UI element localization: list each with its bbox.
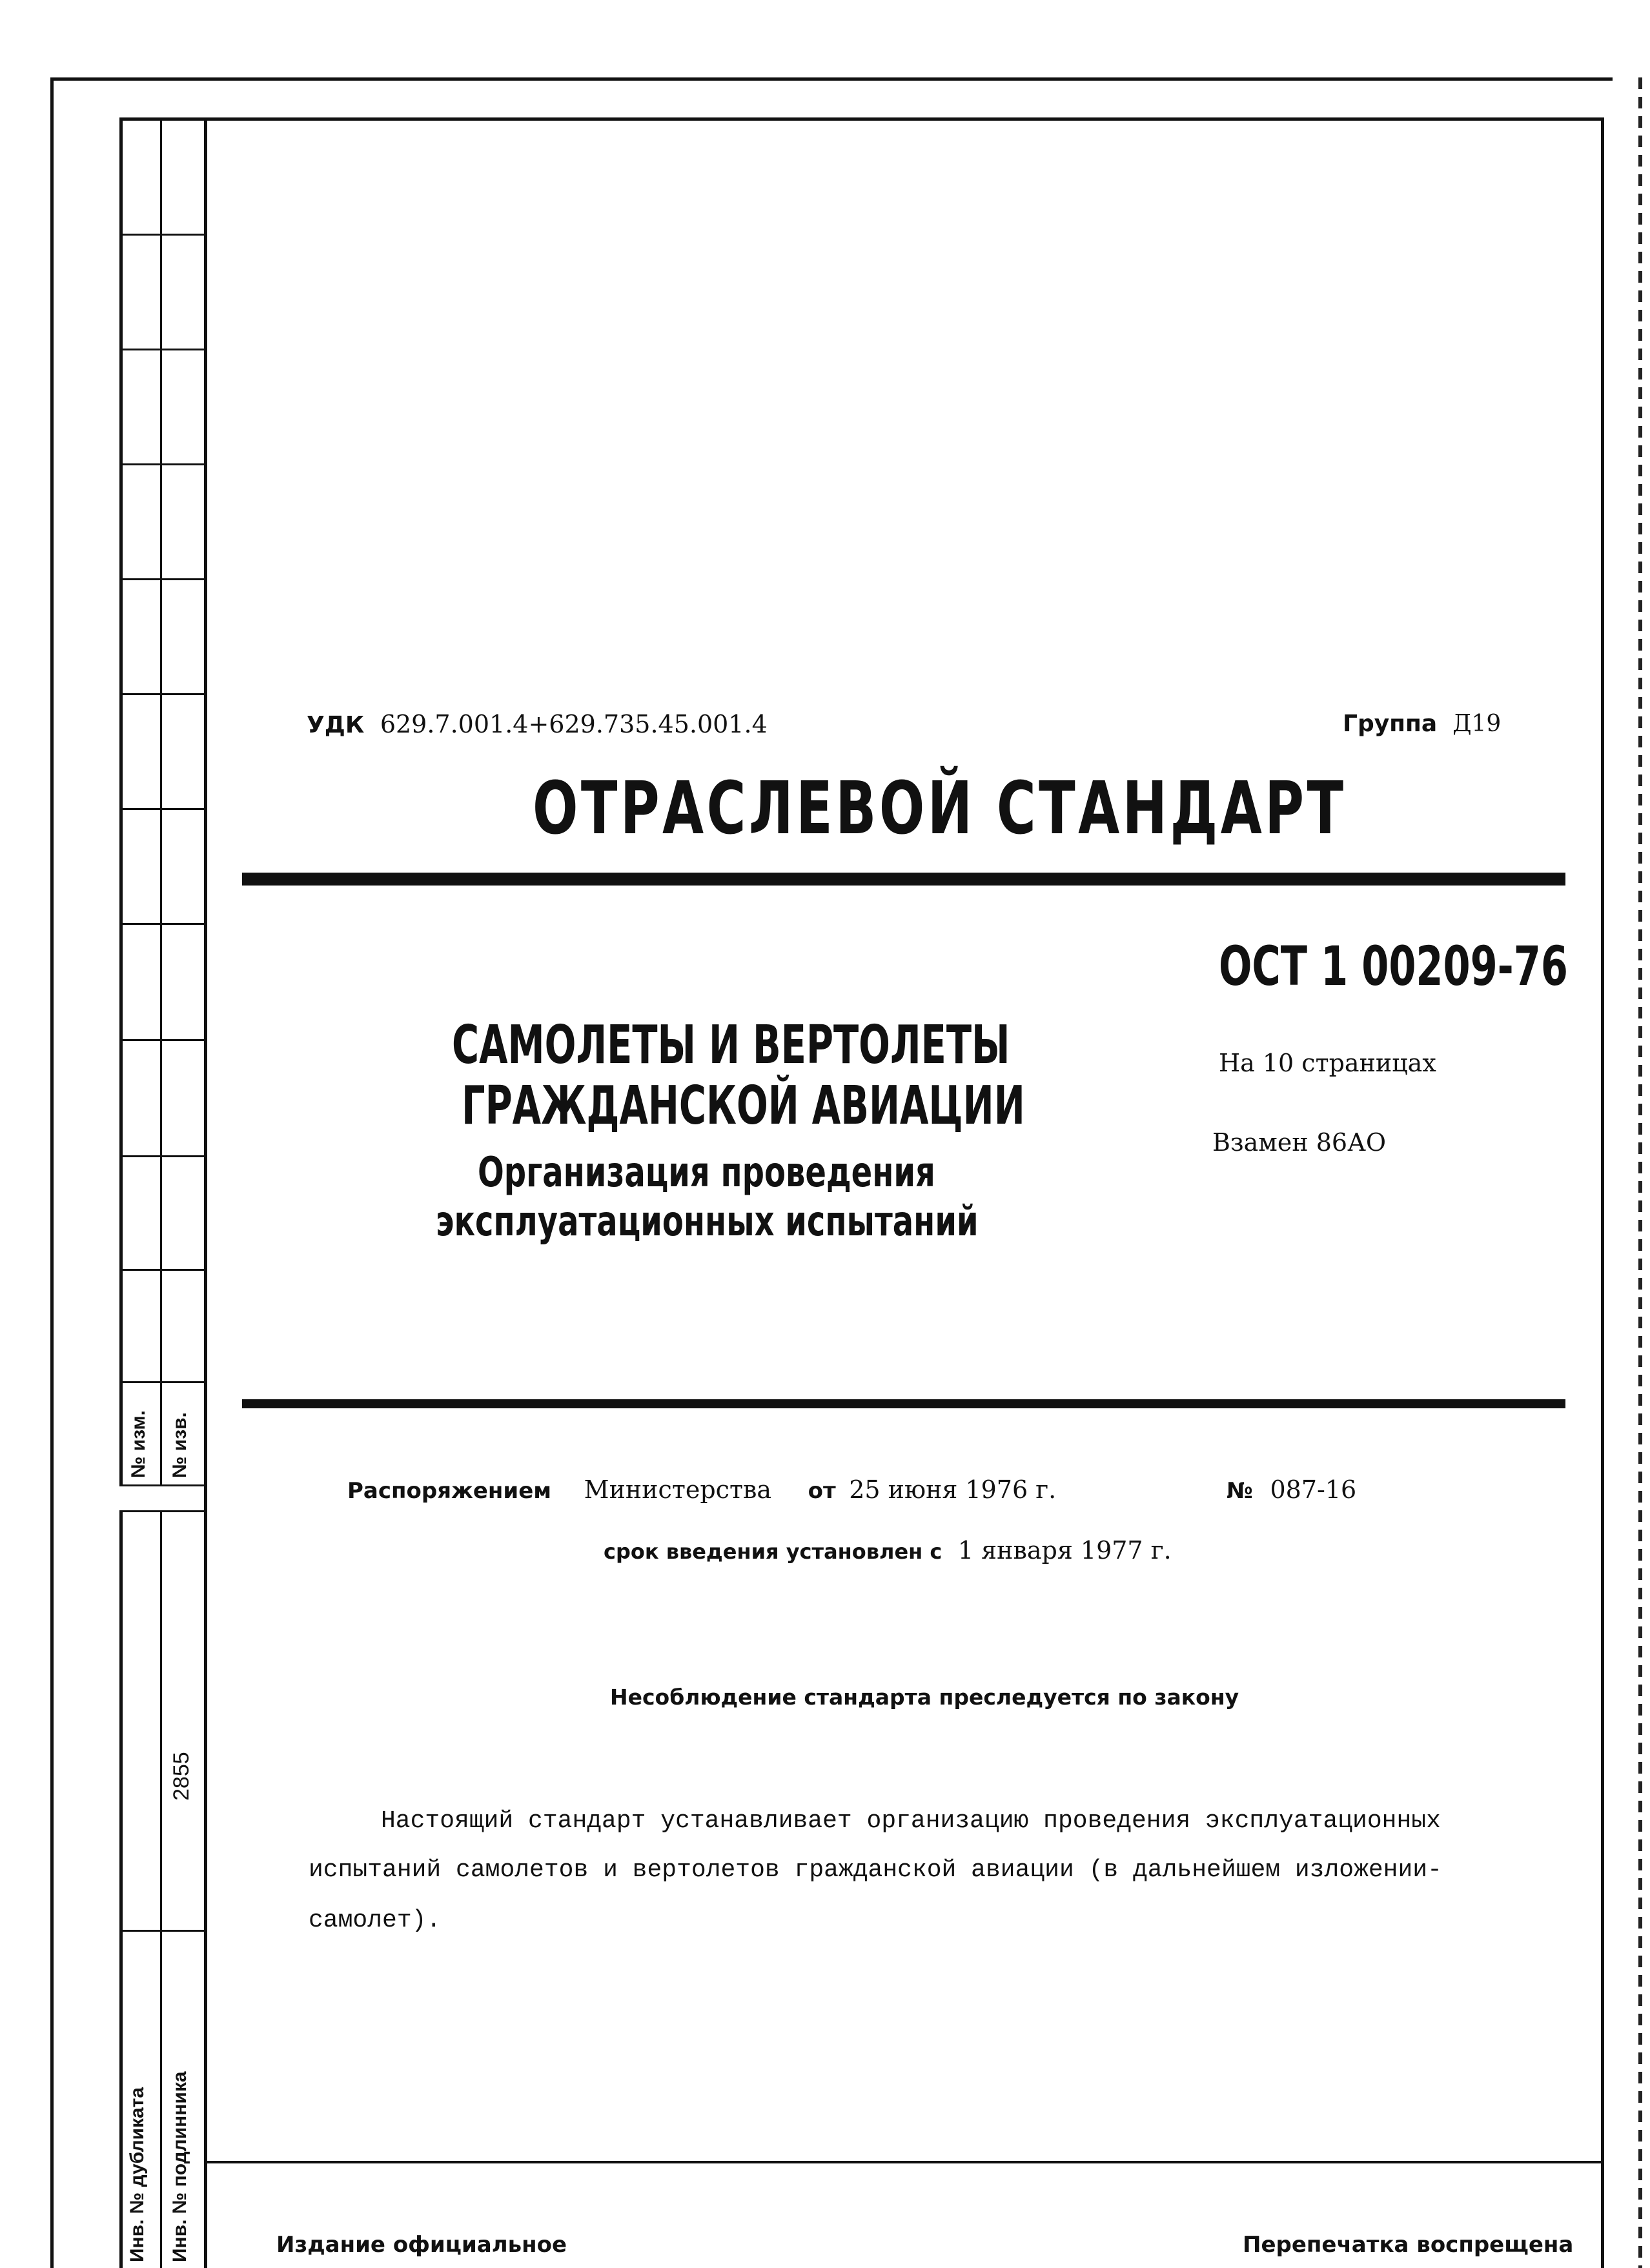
decree-number-label: № <box>1227 1478 1253 1504</box>
decree-by-label: Распоряжением <box>347 1478 552 1504</box>
inner-left-border <box>204 117 207 2268</box>
duplicate-inventory-label: Инв. № дубликата <box>127 2087 148 2262</box>
footer-rule <box>204 2161 1604 2163</box>
effective-date: 1 января 1977 г. <box>957 1536 1172 1564</box>
page-count: На 10 страницах <box>1219 1049 1436 1077</box>
document-title: ОТРАСЛЕВОЙ СТАНДАРТ <box>533 767 1347 851</box>
frame-top-border <box>50 77 1613 81</box>
inventory-number: 2855 <box>169 1752 194 1801</box>
subject-line-2: ГРАЖДАНСКОЙ АВИАЦИИ <box>462 1075 1025 1137</box>
strip-gridline <box>119 463 207 465</box>
notice-number-label: № изв. <box>169 1412 190 1478</box>
group-label: Группа <box>1343 711 1438 737</box>
title-rule <box>242 873 1565 886</box>
decree-date: 25 июня 1976 г. <box>849 1475 1057 1504</box>
strip-gridline <box>119 234 207 236</box>
standard-digit: 1 <box>1321 935 1349 998</box>
footer-reprint-prohibited: Перепечатка воспрещена <box>1243 2232 1574 2258</box>
subtitle-line-2: эксплуатационных испытаний <box>436 1198 979 1246</box>
subject-line-1: САМОЛЕТЫ И ВЕРТОЛЕТЫ <box>452 1015 1010 1076</box>
margin-strip-outer-lower <box>119 1510 123 2268</box>
decree-line <box>347 1475 1056 1504</box>
udk-code: 629.7.001.4+629.735.45.001.4 <box>380 710 768 738</box>
standard-number <box>1219 935 1568 998</box>
section-rule <box>242 1399 1565 1408</box>
strip-gridline <box>119 1039 207 1041</box>
udk-line <box>307 710 768 739</box>
strip-gridline <box>119 349 207 350</box>
decree-number: 087-16 <box>1270 1475 1357 1504</box>
strip-gridline <box>119 693 207 695</box>
legal-warning: Несоблюдение стандарта преследуется по закону <box>610 1685 1239 1710</box>
strip-gridline <box>119 1381 207 1383</box>
body-line-2: испытаний самолетов и вертолетов гражданской авиации (в дальнейшем изложении- <box>309 1856 1442 1884</box>
strip-gridline <box>119 808 207 810</box>
subtitle-line-1: Организация проведения <box>478 1149 935 1197</box>
group-code: Д19 <box>1452 711 1502 737</box>
strip-gridline <box>119 578 207 580</box>
group-line <box>1343 710 1501 737</box>
effective-date-label: срок введения установлен с <box>604 1539 942 1564</box>
frame-left-border <box>50 77 54 2268</box>
strip-gridline <box>119 923 207 925</box>
margin-strip-divider <box>160 117 162 1486</box>
margin-strip-divider-lower <box>160 1510 162 2268</box>
udk-label: УДК <box>307 712 365 738</box>
inner-top-border <box>119 117 1604 121</box>
decree-ministry: Министерства <box>584 1475 772 1504</box>
standard-prefix: ОСТ <box>1219 935 1308 998</box>
strip-gridline <box>119 1484 207 1486</box>
decree-number-line <box>1227 1475 1356 1504</box>
original-inventory-label: Инв. № подлинника <box>169 2071 190 2262</box>
replaces-note: Взамен 86АО <box>1212 1128 1387 1157</box>
strip-gridline <box>119 1930 207 1932</box>
strip-gridline <box>119 1155 207 1157</box>
effective-date-line <box>604 1536 1172 1565</box>
body-line-1: Настоящий стандарт устанавливает организацию проведения эксплуатационных <box>381 1807 1441 1835</box>
decree-date-prefix: от <box>808 1478 836 1504</box>
body-line-3: самолет). <box>309 1907 442 1934</box>
footer-official-edition: Издание официальное <box>276 2232 567 2258</box>
change-number-label: № изм. <box>128 1410 149 1478</box>
inner-right-border <box>1601 117 1604 2268</box>
standard-main-number: 00209-76 <box>1361 935 1568 998</box>
margin-strip-outer <box>119 117 123 1486</box>
scan-edge <box>1638 77 1642 2268</box>
strip-gridline <box>119 1269 207 1271</box>
strip-gridline <box>119 1510 207 1512</box>
